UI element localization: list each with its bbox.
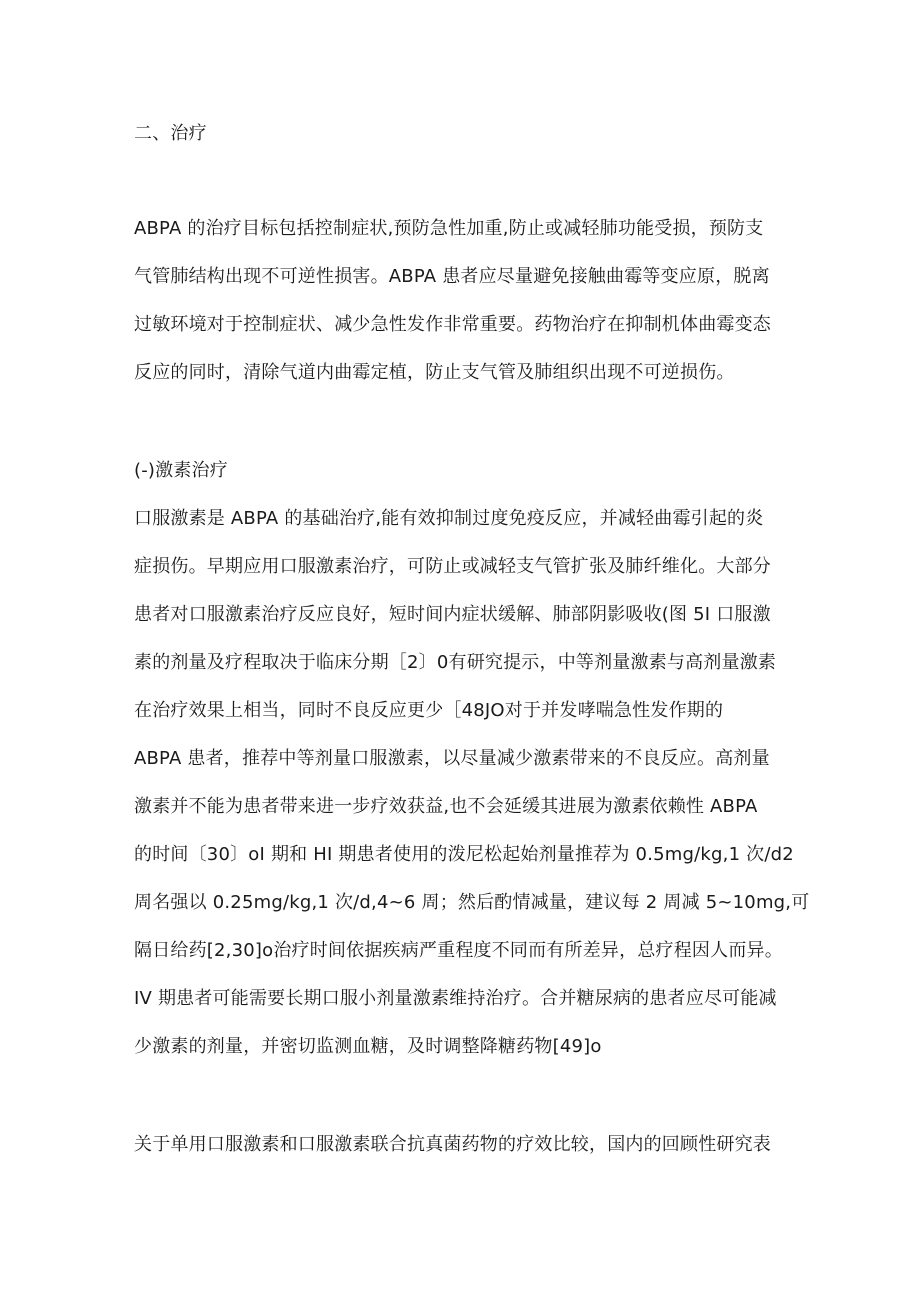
text-line: ABPA 的治疗目标包括控制症状,预防急性加重,防止或减轻肺功能受损，预防支 xyxy=(134,218,764,239)
text-line: 关于单用口服激素和口服激素联合抗真菌药物的疗效比较，国内的回顾性研究表 xyxy=(134,1134,771,1155)
text-line: 症损伤。早期应用口服激素治疗，可防止或减轻支气管扩张及肺纤维化。大部分 xyxy=(134,556,771,577)
text-line: 气管肺结构出现不可逆性损害。ABPA 患者应尽量避免接触曲霉等变应原，脱离 xyxy=(134,266,770,287)
text-line: 素的剂量及疗程取决于临床分期［2〕0有研究提示，中等剂量激素与高剂量激素 xyxy=(134,652,777,673)
text-line: 在治疗效果上相当，同时不良反应更少［48JO对于并发哮喘急性发作期的 xyxy=(134,700,724,721)
text-line: 反应的同时，清除气道内曲霉定植，防止支气管及肺组织出现不可逆损伤。 xyxy=(134,362,735,383)
text-line: 的时间〔30〕oI 期和 HI 期患者使用的泼尼松起始剂量推荐为 0.5mg/kg,1 次/d2 xyxy=(134,844,794,865)
text-line: 少激素的剂量，并密切监测血糖，及时调整降糖药物[49]o xyxy=(134,1036,602,1057)
text-line: 患者对口服激素治疗反应良好，短时间内症状缓解、肺部阴影吸收(图 5I 口服激 xyxy=(134,604,771,625)
text-line: 周名强以 0.25mg/kg,1 次/d,4~6 周；然后酌情减量，建议每 2 周减 5~10mg,可 xyxy=(134,892,810,913)
subsection-title: (-)激素治疗 xyxy=(134,460,228,481)
text-line: ABPA 患者，推荐中等剂量口服激素，以尽量减少激素带来的不良反应。高剂量 xyxy=(134,748,770,769)
text-line: 过敏环境对于控制症状、减少急性发作非常重要。药物治疗在抑制机体曲霉变态 xyxy=(134,314,771,335)
text-line: 激素并不能为患者带来进一步疗效获益,也不会延缓其进展为激素依赖性 ABPA xyxy=(134,796,758,817)
text-line: 隔日给药[2,30]o治疗时间依据疾病严重程度不同而有所差异，总疗程因人而异。 xyxy=(134,940,783,961)
text-line: IV 期患者可能需要长期口服小剂量激素维持治疗。合并糖尿病的患者应尽可能减 xyxy=(134,988,777,1009)
section-title: 二、治疗 xyxy=(134,123,207,144)
text-line: 口服激素是 ABPA 的基础治疗,能有效抑制过度免疫反应，并减轻曲霉引起的炎 xyxy=(134,508,764,529)
